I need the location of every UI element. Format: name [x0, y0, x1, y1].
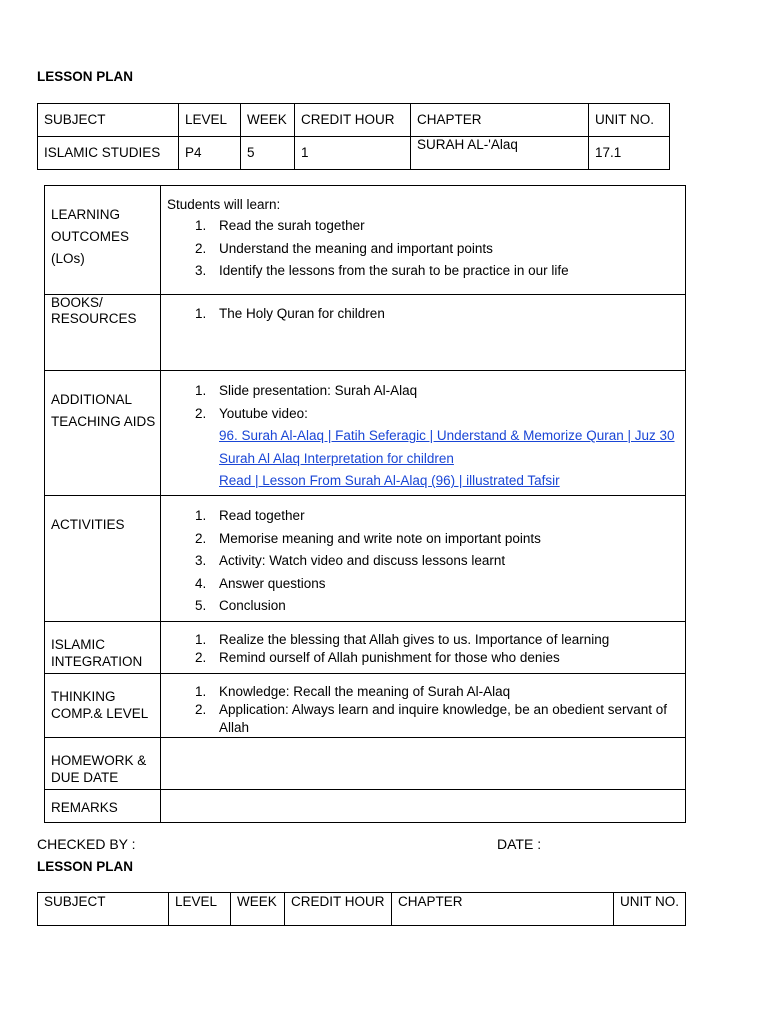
row-teaching-aids — [45, 371, 686, 496]
checked-by-label: CHECKED BY : — [37, 836, 136, 852]
link-video-illustrated-tafsir[interactable]: Read | Lesson From Surah Al-Alaq (96) | illustrated Tafsir — [219, 473, 560, 488]
header-credit-hour: CREDIT HOUR — [285, 893, 392, 926]
list-item: 1. Slide presentation: Surah Al-Alaq — [195, 383, 418, 398]
list-learning-outcomes — [167, 215, 685, 283]
list-item: 1. Knowledge: Recall the meaning of Surah Al-Alaq — [195, 684, 511, 699]
row-homework — [45, 738, 686, 790]
value-level: P4 — [179, 137, 241, 170]
label-homework: HOMEWORK & DUE DATE — [45, 738, 161, 790]
content-books — [161, 295, 686, 371]
list-item: 3. Identify the lessons from the surah to be practice in our life — [195, 263, 569, 278]
list-teaching-aids — [167, 380, 685, 425]
value-credit-hour: 1 — [295, 137, 411, 170]
list-islamic-integration — [167, 631, 685, 667]
header-subject: SUBJECT — [38, 893, 169, 926]
row-learning-outcomes — [45, 186, 686, 295]
header-unit-no: UNIT NO. — [589, 104, 670, 137]
list-item: 1. Realize the blessing that Allah gives to us. Importance of learning — [195, 632, 610, 647]
content-homework — [161, 738, 686, 790]
label-activities: ACTIVITIES — [45, 496, 161, 622]
value-chapter: SURAH AL-'Alaq — [411, 137, 589, 170]
header-chapter: CHAPTER — [411, 104, 589, 137]
page-title: LESSON PLAN — [37, 69, 134, 84]
row-islamic-integration — [45, 622, 686, 674]
link-video-interpretation[interactable]: Surah Al Alaq Interpretation for children — [219, 450, 454, 466]
link-video-fatih-seferagic[interactable]: 96. Surah Al-Alaq | Fatih Seferagic | Understand & Memorize Quran | Juz 30 — [219, 428, 675, 443]
header-week: WEEK — [241, 104, 295, 137]
row-books — [45, 295, 686, 371]
list-item: 3. Activity: Watch video and discuss lessons learnt — [195, 553, 506, 568]
header-unit-no: UNIT NO. — [614, 893, 686, 926]
content-teaching-aids — [161, 371, 686, 496]
label-books: BOOKS/ RESOURCES — [45, 295, 161, 371]
content-remarks — [161, 790, 686, 823]
header-credit-hour: CREDIT HOUR — [295, 104, 411, 137]
value-subject: ISLAMIC STUDIES — [38, 137, 179, 170]
label-thinking: THINKING COMP.& LEVEL — [45, 674, 161, 738]
list-item: 2. Memorise meaning and write note on important points — [195, 530, 541, 546]
list-item: 4. Answer questions — [195, 575, 326, 591]
list-item: 2. Application: Always learn and inquire knowledge, be an obedient servant of Allah — [195, 702, 668, 735]
header-level: LEVEL — [179, 104, 241, 137]
header-chapter: CHAPTER — [392, 893, 614, 926]
value-unit-no: 17.1 — [589, 137, 670, 170]
lesson-details-table — [44, 185, 686, 823]
header-table — [37, 103, 670, 170]
label-teaching-aids: ADDITIONAL TEACHING AIDS — [45, 371, 161, 496]
list-item: 1. Read the surah together — [195, 218, 365, 233]
list-item: 2. Youtube video: — [195, 405, 308, 421]
list-item: 5. Conclusion — [195, 598, 286, 613]
row-activities — [45, 496, 686, 622]
list-item: 2. Remind ourself of Allah punishment for those who denies — [195, 650, 560, 665]
intro-text: Students will learn: — [167, 197, 281, 212]
second-page-title: LESSON PLAN — [37, 859, 134, 874]
content-islamic-integration — [161, 622, 686, 674]
row-thinking — [45, 674, 686, 738]
label-learning-outcomes: LEARNING OUTCOMES (LOs) — [45, 186, 161, 295]
label-remarks: REMARKS — [45, 790, 161, 823]
value-week: 5 — [241, 137, 295, 170]
header-level: LEVEL — [169, 893, 231, 926]
content-activities — [161, 496, 686, 622]
second-header-table — [37, 892, 686, 926]
header-subject: SUBJECT — [38, 104, 179, 137]
content-learning-outcomes — [161, 186, 686, 295]
list-activities — [167, 505, 685, 618]
date-label: DATE : — [497, 836, 542, 852]
list-books — [167, 303, 685, 326]
header-week: WEEK — [231, 893, 285, 926]
list-thinking — [167, 683, 685, 737]
list-item: 1. The Holy Quran for children — [195, 306, 385, 321]
label-islamic-integration: ISLAMIC INTEGRATION — [45, 622, 161, 674]
row-remarks — [45, 790, 686, 823]
content-thinking — [161, 674, 686, 738]
list-item: 1. Read together — [195, 508, 305, 523]
list-item: 2. Understand the meaning and important points — [195, 240, 493, 256]
